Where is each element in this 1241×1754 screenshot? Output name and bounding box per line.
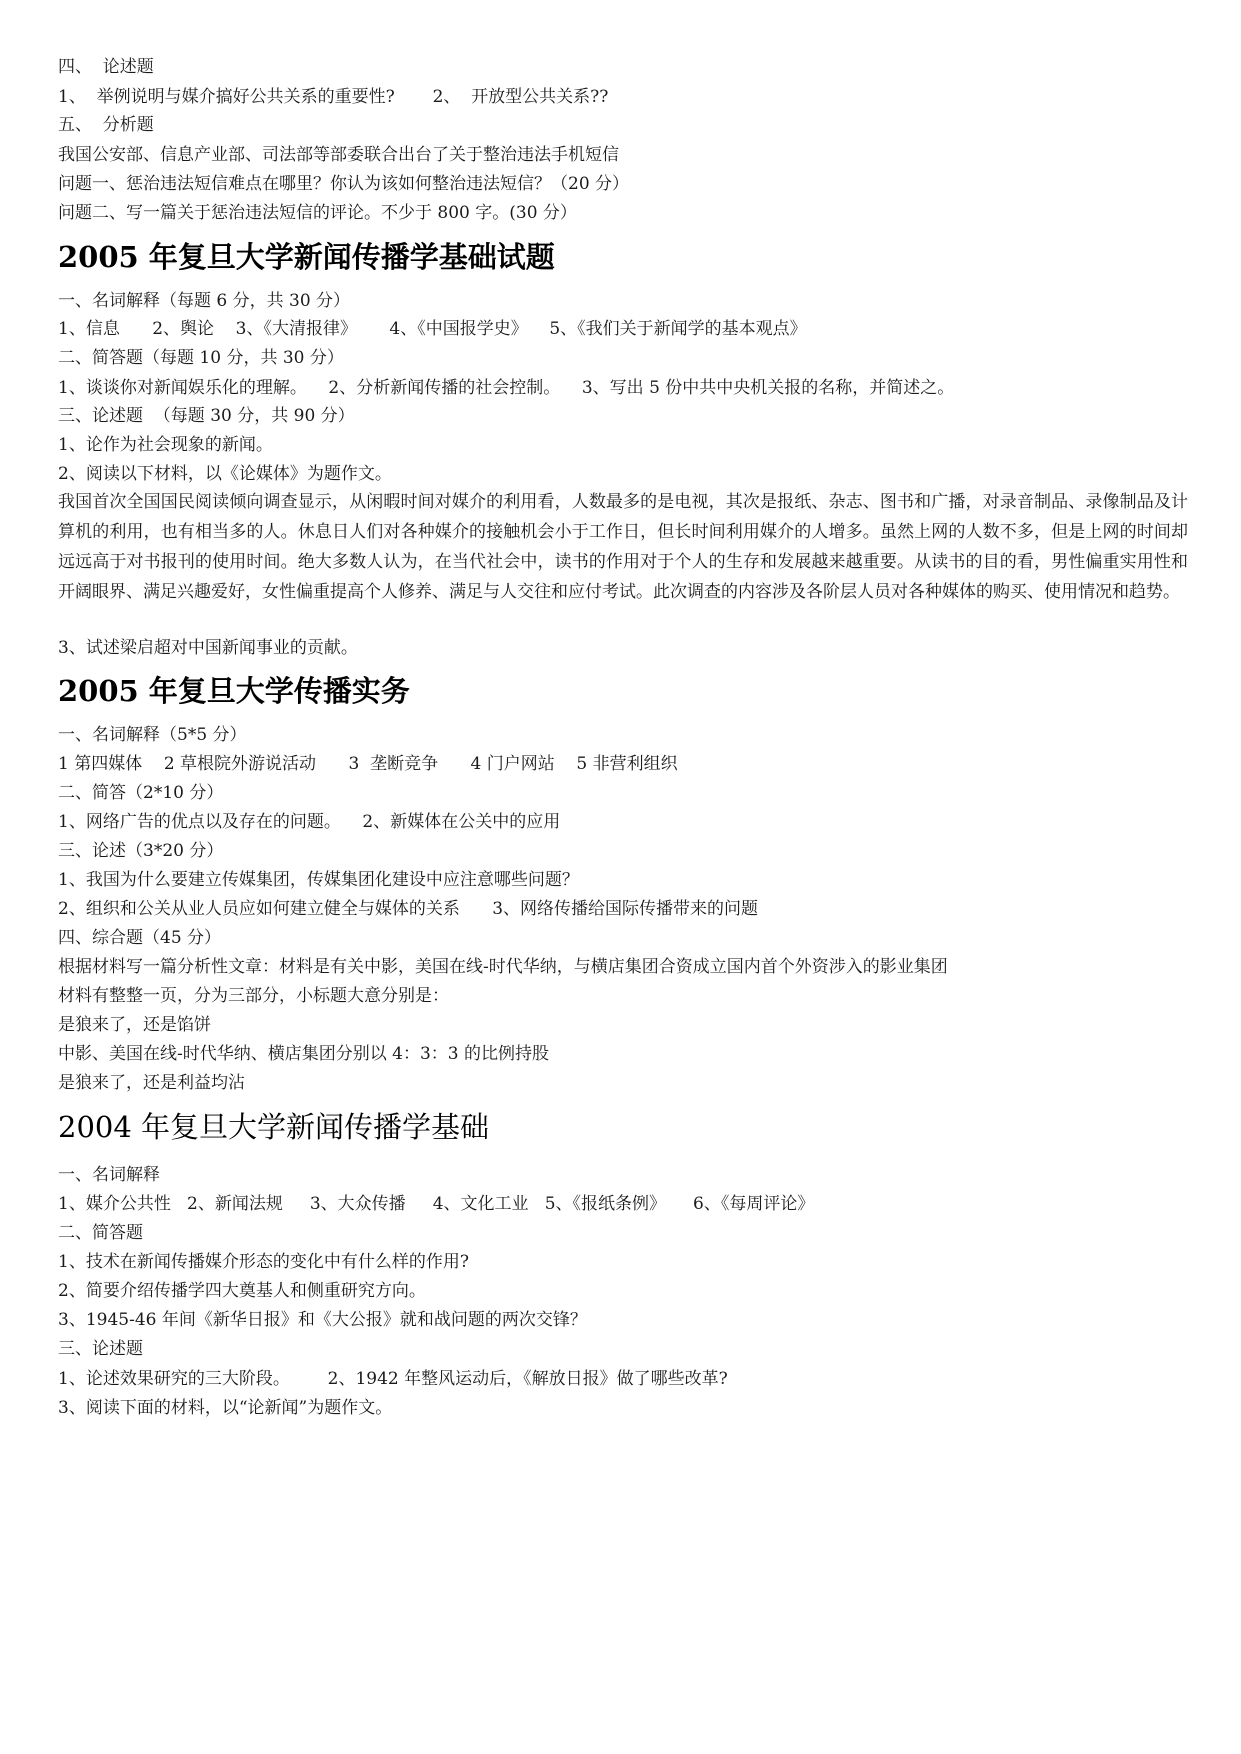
question-line: 2、简要介绍传播学四大奠基人和侧重研究方向。 bbox=[58, 1281, 426, 1301]
question-line: 3、阅读下面的材料，以“论新闻”为题作文。 bbox=[58, 1398, 393, 1418]
exam-title-2004-basics: 2004 年复旦大学新闻传播学基础 bbox=[58, 1110, 490, 1144]
question-line: 1、信息 2、舆论 3、《大清报律》 4、《中国报学史》 5、《我们关于新闻学的基本观点》 bbox=[58, 319, 807, 339]
exam-title-2005-basics: 2005 年复旦大学新闻传播学基础试题 bbox=[58, 240, 555, 274]
question-line: 1、网络广告的优点以及存在的问题。 2、新媒体在公关中的应用 bbox=[58, 812, 561, 832]
section-heading: 二、简答题（每题 10 分，共 30 分） bbox=[58, 348, 344, 368]
section-heading-essay: 四、 论述题 bbox=[58, 57, 154, 77]
material-line: 中影、美国在线-时代华纳、横店集团分别以 4：3：3 的比例持股 bbox=[58, 1044, 549, 1064]
section-heading: 四、综合题（45 分） bbox=[58, 928, 222, 948]
question-line: 1 第四媒体 2 草根院外游说活动 3 垄断竞争 4 门户网站 5 非营利组织 bbox=[58, 754, 678, 774]
question-line: 3、试述梁启超对中国新闻事业的贡献。 bbox=[58, 638, 358, 658]
question-line: 1、我国为什么要建立传媒集团，传媒集团化建设中应注意哪些问题？ bbox=[58, 870, 579, 890]
section-heading: 二、简答题 bbox=[58, 1223, 143, 1243]
question-line: 1、论作为社会现象的新闻。 bbox=[58, 435, 273, 455]
section-heading: 三、论述题 （每题 30 分，共 90 分） bbox=[58, 406, 355, 426]
reading-material: 我国首次全国国民阅读倾向调查显示，从闲暇时间对媒介的利用看，人数最多的是电视，其次是报纸、杂志、图书和广播，对录音制品、录像制品及计算机的利用，也有相当多的人。休息日人们对各种媒介的接触机会小于工作日，但长时间利用媒介的人增多。虽然上网的人数不多，但是上网的时间却远远高于对书报刊的使用时间。绝大多数人认为，在当代社会中，读书的作用对于个人的生存和发展越来越重要。从读书的目的看，男性偏重实用性和开阔眼界、满足兴趣爱好，女性偏重提高个人修养、满足与人交往和应付考试。此次调查的内容涉及各阶层人员对各种媒体的购买、使用情况和趋势。 bbox=[58, 492, 1188, 602]
question-line: 2、组织和公关从业人员应如何建立健全与媒体的关系 3、网络传播给国际传播带来的问题 bbox=[58, 899, 759, 919]
exam-title-2005-practice: 2005 年复旦大学传播实务 bbox=[58, 674, 410, 708]
question-line: 1、谈谈你对新闻娱乐化的理解。 2、分析新闻传播的社会控制。 3、写出 5 份中共中央机关报的名称，并简述之。 bbox=[58, 378, 955, 398]
section-heading: 三、论述题 bbox=[58, 1339, 143, 1359]
section-heading: 二、简答（2*10 分） bbox=[58, 783, 224, 803]
material-line: 是狼来了，还是利益均沾 bbox=[58, 1073, 245, 1093]
material-line: 材料有整整一页，分为三部分，小标题大意分别是： bbox=[58, 986, 449, 1006]
question-line: 问题二、写一篇关于惩治违法短信的评论。不少于 800 字。(30 分） bbox=[58, 203, 577, 223]
section-heading: 一、名词解释（每题 6 分，共 30 分） bbox=[58, 291, 351, 311]
question-line: 2、阅读以下材料，以《论媒体》为题作文。 bbox=[58, 464, 392, 484]
material-intro: 我国公安部、信息产业部、司法部等部委联合出台了关于整治违法手机短信 bbox=[58, 145, 619, 165]
question-line: 1、技术在新闻传播媒介形态的变化中有什么样的作用? bbox=[58, 1252, 469, 1272]
question-line: 3、1945-46 年间《新华日报》和《大公报》就和战问题的两次交锋？ bbox=[58, 1310, 587, 1330]
question-line: 根据材料写一篇分析性文章：材料是有关中影，美国在线-时代华纳，与横店集团合资成立国内首个外资涉入的影业集团 bbox=[58, 957, 948, 977]
section-heading: 一、名词解释 bbox=[58, 1165, 160, 1185]
material-line: 是狼来了，还是馅饼 bbox=[58, 1015, 211, 1035]
section-heading: 三、论述（3*20 分） bbox=[58, 841, 224, 861]
question-line: 问题一、惩治违法短信难点在哪里？你认为该如何整治违法短信？（20 分） bbox=[58, 174, 630, 194]
question-line: 1、 举例说明与媒介搞好公共关系的重要性? 2、 开放型公共关系?? bbox=[58, 87, 609, 107]
section-heading: 一、名词解释（5*5 分） bbox=[58, 725, 247, 745]
section-heading-analysis: 五、 分析题 bbox=[58, 115, 154, 135]
question-line: 1、论述效果研究的三大阶段。 2、1942 年整风运动后，《解放日报》做了哪些改革? bbox=[58, 1369, 728, 1389]
question-line: 1、媒介公共性 2、新闻法规 3、大众传播 4、文化工业 5、《报纸条例》 6、《每周评论》 bbox=[58, 1194, 815, 1214]
